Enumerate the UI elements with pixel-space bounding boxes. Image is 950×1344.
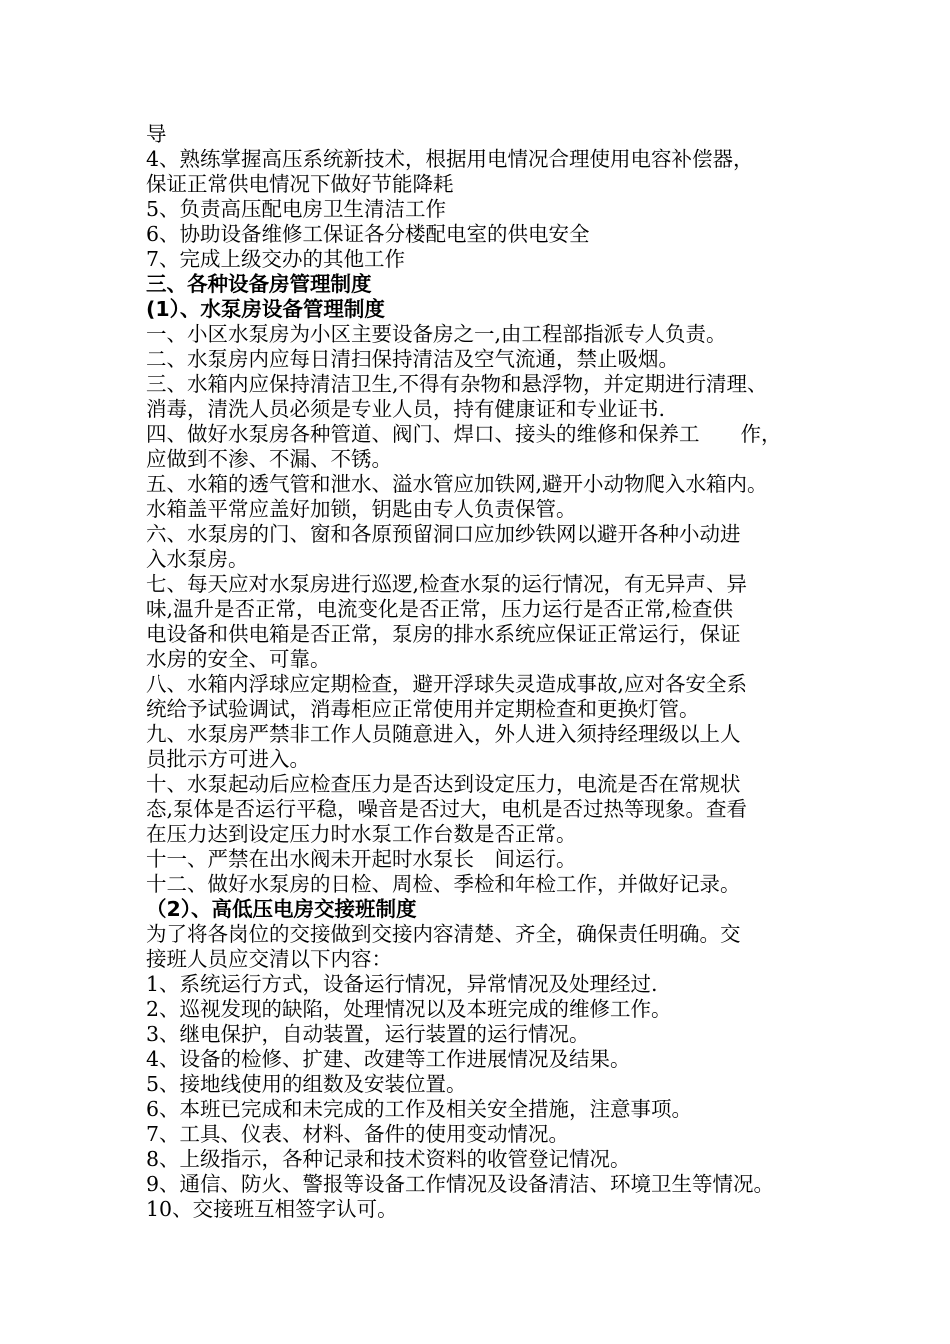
text-line: 6、协助设备维修工保证各分楼配电室的供电安全 (146, 222, 590, 246)
text-line: 6、本班已完成和未完成的工作及相关安全措施，注意事项。 (146, 1097, 693, 1121)
text-line: 八、水箱内浮球应定期检查，避开浮球失灵造成事故,应对各安全系 (146, 672, 748, 696)
text-line: 保证正常供电情况下做好节能降耗 (146, 172, 454, 196)
text-line: 水房的安全、可靠。 (146, 647, 331, 671)
text-line: 一、小区水泵房为小区主要设备房之一,由工程部指派专人负责。 (146, 322, 727, 346)
text-line: 水箱盖平常应盖好加锁，钥匙由专人负责保管。 (146, 497, 577, 521)
text-line: 8、上级指示，各种记录和技术资料的收管登记情况。 (146, 1147, 631, 1171)
text-line: 7、完成上级交办的其他工作 (146, 247, 406, 271)
text-line: 七、每天应对水泵房进行巡逻,检查水泵的运行情况，有无异声、异 (146, 572, 748, 596)
section-heading: 三、各种设备房管理制度 (146, 272, 372, 296)
text-line: 9、通信、防火、警报等设备工作情况及设备清洁、环境卫生等情况。 (146, 1172, 775, 1196)
text-line: 员批示方可进入。 (146, 747, 310, 771)
text-line: 5、接地线使用的组数及安装位置。 (146, 1072, 467, 1096)
text-line: 接班人员应交清以下内容： (146, 947, 392, 971)
text-line: 10、交接班互相签字认可。 (146, 1197, 398, 1221)
text-line: 电设备和供电箱是否正常，泵房的排水系统应保证正常运行，保证 (146, 622, 741, 646)
text-line: 九、水泵房严禁非工作人员随意进入，外人进入须持经理级以上人 (146, 722, 741, 746)
text-line: 十一、严禁在出水阀未开起时水泵长 间运行。 (146, 847, 577, 871)
text-line: 4、熟练掌握高压系统新技术，根据用电情况合理使用电容补偿器， (146, 147, 754, 171)
text-line: 四、做好水泵房各种管道、阀门、焊口、接头的维修和保养工 作， (146, 422, 782, 446)
text-line: 在压力达到设定压力时水泵工作台数是否正常。 (146, 822, 577, 846)
text-line: 1、系统运行方式，设备运行情况，异常情况及处理经过. (146, 972, 658, 996)
text-line: 态,泵体是否运行平稳，噪音是否过大，电机是否过热等现象。查看 (146, 797, 748, 821)
section-heading: (1）、水泵房设备管理制度 (146, 297, 385, 321)
text-line: 十二、做好水泵房的日检、周检、季检和年检工作，并做好记录。 (146, 872, 741, 896)
text-line: 4、设备的检修、扩建、改建等工作进展情况及结果。 (146, 1047, 631, 1071)
text-line: 应做到不渗、不漏、不锈。 (146, 447, 392, 471)
text-line: 统给予试验调试，消毒柜应正常使用并定期检查和更换灯管。 (146, 697, 700, 721)
text-line: 二、水泵房内应每日清扫保持清洁及空气流通，禁止吸烟。 (146, 347, 679, 371)
text-line: 味,温升是否正常，电流变化是否正常，压力运行是否正常,检查供 (146, 597, 734, 621)
text-line: 五、水箱的透气管和泄水、溢水管应加铁网,避开小动物爬入水箱内。 (146, 472, 768, 496)
text-line: 入水泵房。 (146, 547, 249, 571)
document-page (146, 122, 826, 1222)
text-line: 导 (146, 122, 167, 146)
text-line: 消毒，清洗人员必须是专业人员，持有健康证和专业证书. (146, 397, 666, 421)
section-heading: （2）、高低压电房交接班制度 (146, 897, 417, 921)
text-line: 为了将各岗位的交接做到交接内容清楚、齐全，确保责任明确。交 (146, 922, 741, 946)
text-line: 三、水箱内应保持清洁卫生,不得有杂物和悬浮物，并定期进行清理、 (146, 372, 768, 396)
text-line: 2、巡视发现的缺陷，处理情况以及本班完成的维修工作。 (146, 997, 672, 1021)
text-line: 十、水泵起动后应检查压力是否达到设定压力，电流是否在常规状 (146, 772, 741, 796)
text-line: 7、工具、仪表、材料、备件的使用变动情况。 (146, 1122, 570, 1146)
text-line: 3、继电保护，自动装置，运行装置的运行情况。 (146, 1022, 590, 1046)
text-line: 六、水泵房的门、窗和各原预留洞口应加纱铁网以避开各种小动进 (146, 522, 741, 546)
text-line: 5、负责高压配电房卫生清洁工作 (146, 197, 447, 221)
